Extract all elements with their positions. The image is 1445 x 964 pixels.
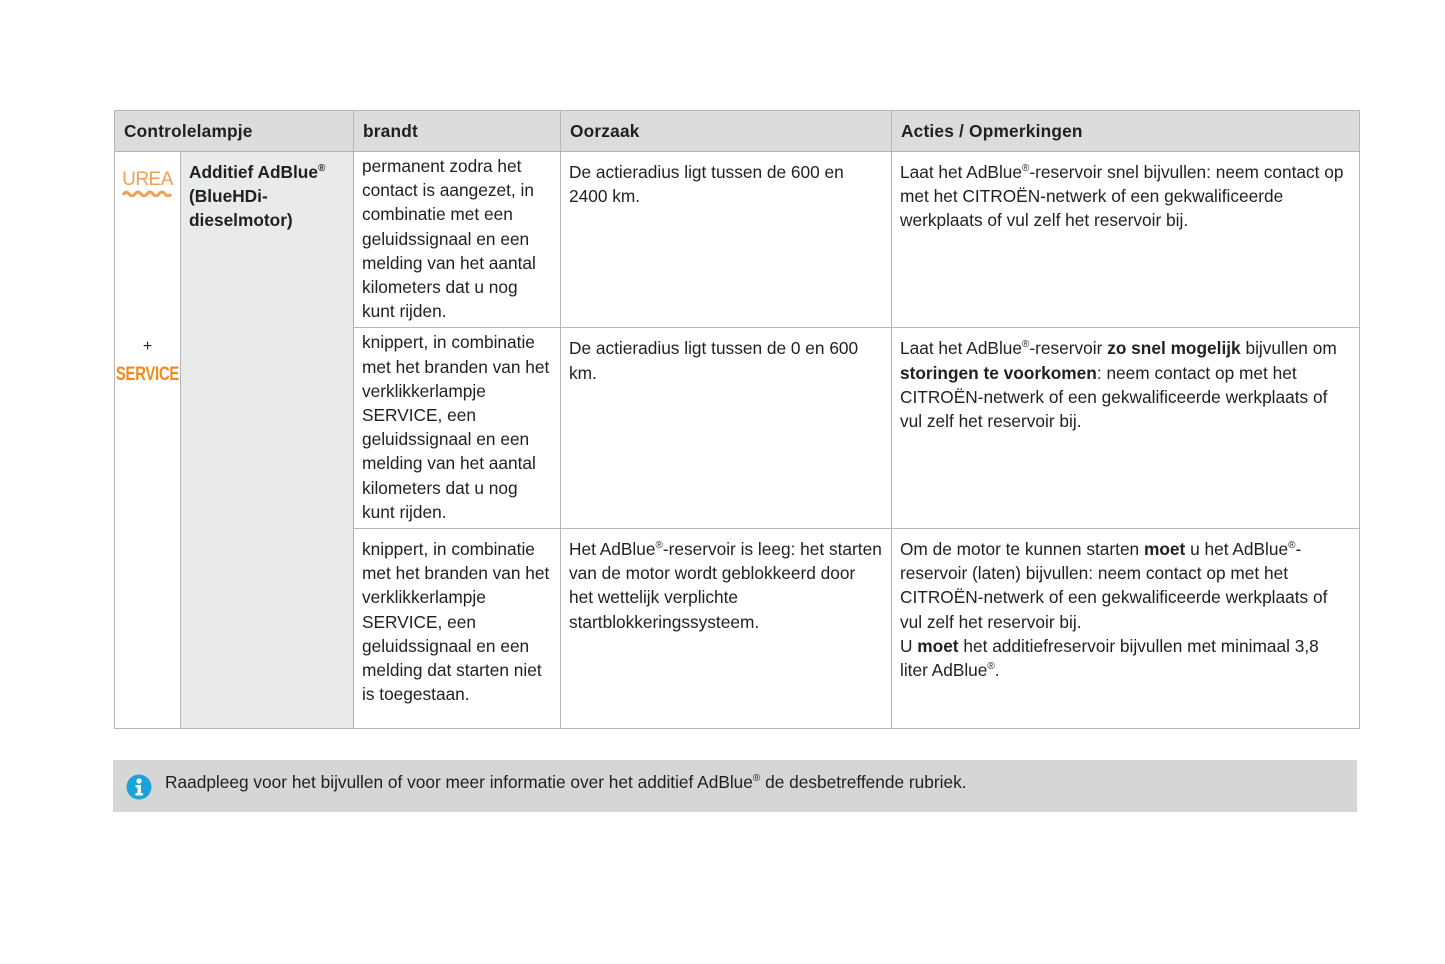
info-icon [126, 774, 152, 800]
brandt-cell [353, 152, 560, 328]
header-oorzaak: Oorzaak [560, 111, 891, 152]
urea-warning-icon [115, 168, 180, 197]
cell-text: knippert, in combinatie met het branden van het verklikkerlampje SERVICE, een geluidssignaal en een melding dat starten niet is toegestaan. [361, 539, 550, 705]
cell-text: knippert, in combinatie met het branden van het verklikkerlampje SERVICE, een geluidssignaal en een melding van het aantal kilometers dat u nog kunt rijden. [361, 332, 550, 522]
oorzaak-cell [560, 529, 891, 729]
registered-mark: ® [317, 163, 326, 174]
cell-text: -reservoir (laten) bijvullen: neem contact op met het CITROËN-netwerk of een gekwalificeerde werkplaats of vul zelf het reservoir bij. [899, 539, 1328, 632]
bold-text: moet [1143, 539, 1186, 560]
note-text-end: de desbetreffende rubriek. [760, 772, 967, 792]
cell-text: Laat het AdBlue [899, 162, 1023, 182]
cell-text: bijvullen om [1240, 338, 1337, 359]
header-brandt: brandt [353, 111, 560, 152]
item-name-line3: dieselmotor) [188, 210, 293, 231]
oorzaak-cell [560, 328, 891, 529]
brandt-cell [353, 328, 560, 529]
note-text: Raadpleeg voor het bijvullen of voor meer informatie over het additief AdBlue [165, 772, 753, 792]
registered-mark: ® [1022, 339, 1030, 351]
cell-text: -reservoir snel bijvullen: neem contact op met het CITROËN-netwerk of een gekwalificeerde werkplaats of vul zelf het reservoir bij. [899, 162, 1344, 231]
cell-text: -reservoir [1029, 338, 1108, 359]
cell-text: : neem contact op met het CITROËN-netwerk of een gekwalificeerde werkplaats of vul zelf het reservoir bij. [899, 362, 1328, 432]
cell-text: -reservoir is leeg: het starten van de motor wordt geblokkeerd door het wettelijk verplichte startblokkeringssysteem. [568, 539, 882, 632]
lamp-cell [115, 152, 181, 729]
cell-text: Het AdBlue [568, 539, 656, 560]
cell-text: De actieradius ligt tussen de 0 en 600 km. [568, 338, 859, 383]
bold-text: storingen te voorkomen [899, 362, 1097, 383]
item-name [180, 152, 353, 729]
warning-light-table [114, 110, 1360, 729]
cell-text: . [994, 660, 1000, 681]
bold-text: moet [917, 635, 959, 656]
acties-cell [891, 328, 1359, 529]
info-note [113, 760, 1357, 812]
item-name-text: Additief AdBlue [188, 162, 318, 182]
item-name-line2: (BlueHDi- [188, 186, 268, 207]
acties-cell [891, 152, 1359, 328]
bold-text: zo snel mogelijk [1107, 338, 1241, 359]
cell-text: Om de motor te kunnen starten [899, 539, 1144, 560]
header-controlelampje: Controlelampje [115, 111, 354, 152]
cell-text: permanent zodra het contact is aangezet, in combinatie met een geluidssignaal en een melding van het aantal kilometers dat u nog kunt rijden. [361, 156, 536, 322]
oorzaak-cell [560, 152, 891, 328]
plus-sign: + [142, 338, 153, 356]
registered-mark: ® [1288, 540, 1296, 552]
registered-mark: ® [1022, 163, 1030, 174]
cell-text: het additiefreservoir bijvullen met minimaal 3,8 liter AdBlue [899, 635, 1319, 681]
cell-text: Laat het AdBlue [899, 338, 1023, 359]
urea-label: UREA [122, 169, 173, 190]
cell-text: De actieradius ligt tussen de 600 en 2400 km. [568, 162, 844, 207]
registered-mark: ® [987, 661, 995, 673]
table-row [115, 152, 1360, 328]
registered-mark: ® [752, 773, 761, 784]
brandt-cell [353, 529, 560, 729]
registered-mark: ® [655, 540, 663, 552]
acties-cell [891, 529, 1359, 729]
cell-text: U [899, 635, 918, 656]
table-header-row [115, 111, 1360, 152]
cell-text: u het AdBlue [1185, 539, 1289, 560]
header-acties: Acties / Opmerkingen [891, 111, 1359, 152]
service-warning-icon: SERVICE [115, 364, 180, 386]
